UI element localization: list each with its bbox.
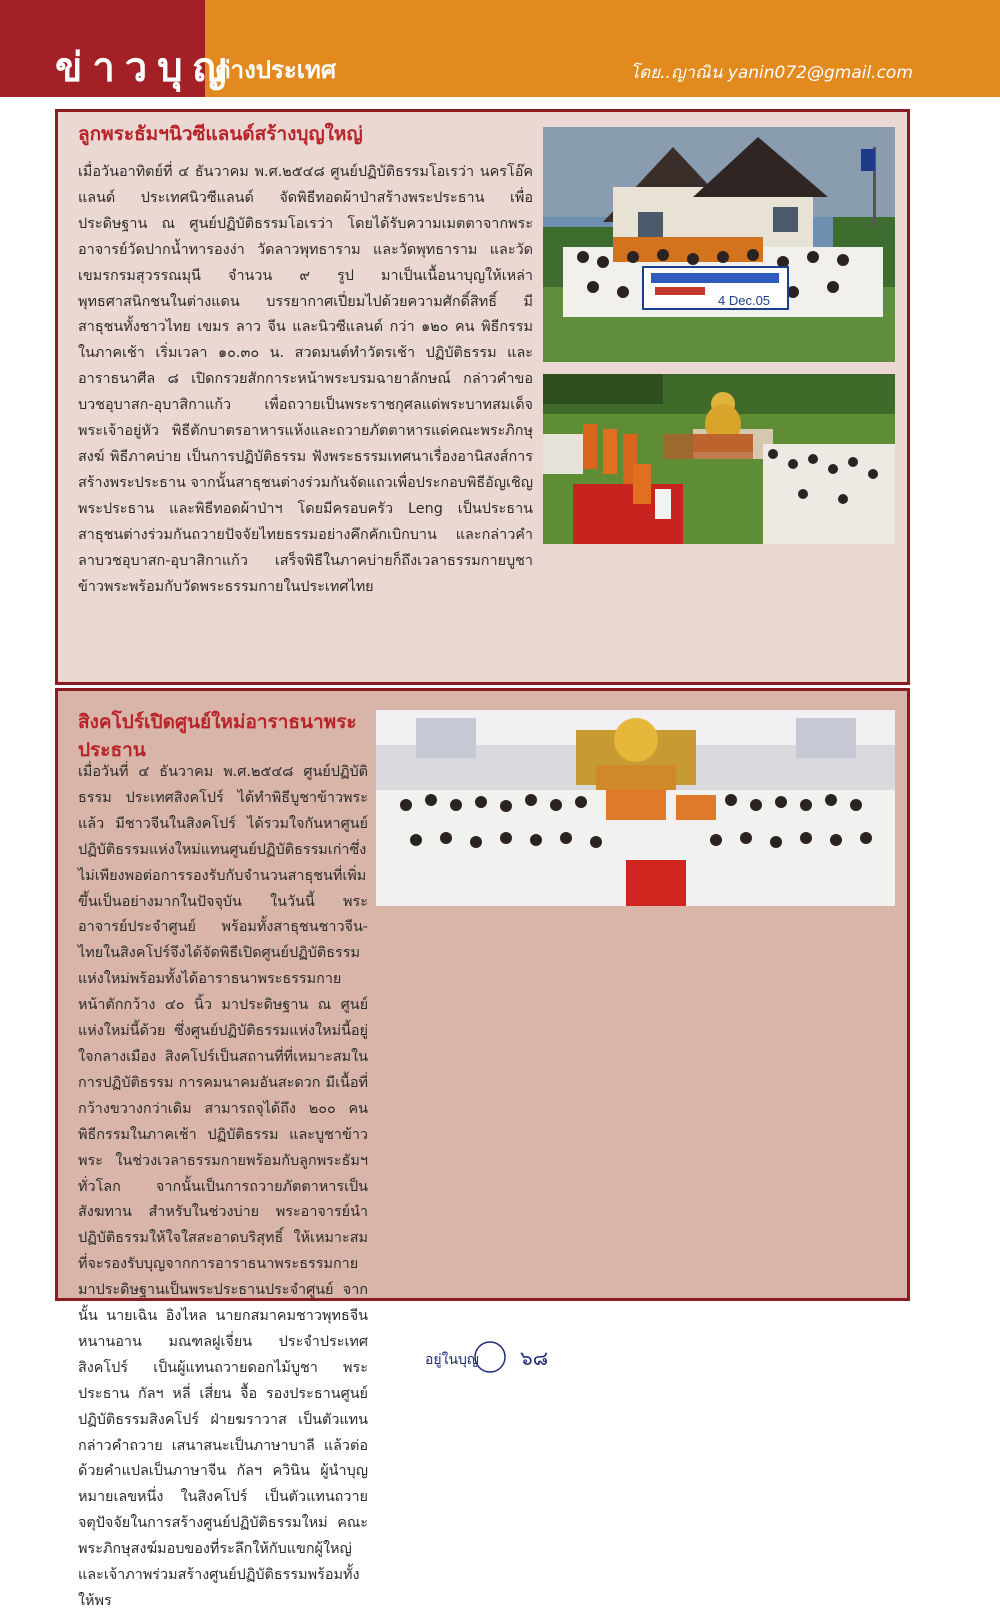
photo-singapore-group — [376, 710, 895, 906]
article1-body-cont — [78, 555, 896, 670]
article2-body-cont — [78, 915, 896, 1285]
header-label: ข่าวบุญ — [55, 44, 237, 91]
article1-body: เมื่อวันอาทิตย์ที่ ๔ ธันวาคม พ.ศ.๒๕๔๘ ศูนย์ปฏิบัติธรรมโอเรว่า นครโอ๊คแลนด์ ประเทศนิวซีแลนด์ จัดพิธีทอดผ้าป่าสร้างพระประธาน เพื่อประดิษฐาน ณ ศูนย์ปฏิบัติธรรมโอเรว่า โดยได้รับความเมตตาจากพระอาจารย์วัดปากน้ำทารองง่า วัดลาวพุทธาราม และวัดพุทธาราม และวัดเขมรกรมสุวรรณมุนี จำนวน ๙ รูป มาเป็นเนื้อนาบุญให้เหล่าพุทธศาสนิกชนในต่างแดน บรรยากาศเปี่ยมไปด้วยความศักดิ์สิทธิ์ มีสาธุชนทั้งชาวไทย เขมร ลาว จีน และนิวซีแลนด์ กว่า ๑๒๐ คน พิธีกรรมในภาคเช้า เริ่มเวลา ๑๐.๓๐ น. สวดมนต์ทำวัตรเช้า ปฏิบัติธรรม และอาราธนาศีล ๘ เปิดกรวยสักการะหน้าพระบรมฉายาลักษณ์ กล่าวคำขอบวชอุบาสก-อุบาสิกาแก้ว เพื่อถวายเป็นพระราชกุศลแด่พระบาทสมเด็จพระเจ้าอยู่หัว พิธีตักบาตรอาหารแห้งและถวายภัตตาหารแด่คณะพระภิกษุสงฆ์ พิธีภาคบ่าย เป็นการปฏิบัติธรรม ฟังพระธรรมเทศนาเรื่องอานิสงส์การสร้างพระประธาน จากนั้นสาธุชนต่างร่วมกันจัดแถวเพื่อประกอบพิธีอัญเชิญพระประธาน และพิธีทอดผ้าป่าฯ โดยมีครอบครัว Leng เป็นประธานสาธุชนต่างร่วมกันถวายปัจจัยไทยธรรมอย่างคึกคักเบิกบาน และกล่าวคำลาบวชอุบาสก-อุบาสิกาแก้ว เสร็จพิธีในภาคบ่ายก็ถึงเวลาธรรมกายบูชาข้าวพระพร้อมกับวัดพระธรรมกายในประเทศไทย — [78, 164, 533, 595]
footer-logo — [420, 1337, 520, 1377]
photo-newzealand-group — [543, 127, 895, 362]
banner-date: 4 Dec.05 — [718, 293, 771, 308]
header-author: โดย..ญาณิน yanin072@gmail.com — [630, 63, 913, 83]
article1-title: ลูกพระธัมฯนิวซีแลนด์สร้างบุญใหญ่ — [78, 123, 363, 145]
article2-title: สิงคโปร์เปิดศูนย์ใหม่อาราธนาพระประธาน — [78, 711, 357, 761]
page-number: ๖๘ — [520, 1346, 549, 1370]
photo-newzealand-ceremony — [543, 374, 895, 544]
article2-body: เมื่อวันที่ ๔ ธันวาคม พ.ศ.๒๕๔๘ ศูนย์ปฏิบัติธรรม ประเทศสิงคโปร์ ได้ทำพิธีบูชาข้าวพระแล้ว มีชาวจีนในสิงคโปร์ ได้รวมใจกันหาศูนย์ปฏิบัติธรรมแห่งใหม่แทนศูนย์ปฏิบัติธรรมเก่าซึ่งไม่เพียงพอต่อการรองรับกับจำนวนสาธุชนที่เพิ่มขึ้นเป็นอย่างมากในปัจจุบัน ในวันนี้ พระอาจารย์ประจำศูนย์ พร้อมทั้งสาธุชนชาวจีน-ไทยในสิงคโปร์จึงได้จัดพิธีเปิดศูนย์ปฏิบัติธรรมแห่งใหม่พร้อมทั้งได้อาราธนาพระธรรมกาย หน้าตักกว้าง ๔๐ นิ้ว มาประดิษฐาน ณ ศูนย์แห่งใหม่นี้ด้วย ซึ่งศูนย์ปฏิบัติธรรมแห่งใหม่นี้อยู่ใจกลางเมือง สิงคโปร์เป็นสถานที่ที่เหมาะสมในการปฏิบัติธรรม การคมนาคมอันสะดวก มีเนื้อที่กว้างขวางกว่าเดิม สามารถจุได้ถึง ๒๐๐ คน พิธีกรรมในภาคเช้า ปฏิบัติธรรม และบูชาข้าวพระ ในช่วงเวลาธรรมกายพร้อมกับลูกพระธัมฯ ทั่วโลก จากนั้นเป็นการถวายภัตตาหารเป็นสังฆทาน สำหรับในช่วงบ่าย พระอาจารย์นำปฏิบัติธรรมให้ใจใสสะอาดบริสุทธิ์ ให้เหมาะสมที่จะรองรับบุญจากการอาราธนาพระธรรมกายมาประดิษฐานเป็นพระประธานประจำศูนย์ จากนั้น นายเฉิน อิงไหล นายกสมาคมชาวพุทธจีนหนานอาน มณฑลฝูเจี่ยน ประจำประเทศสิงคโปร์ เป็นผู้แทนถวายดอกไม้บูชา พระประธาน กัลฯ หลี่ เสี่ยน จื้อ รองประธานศูนย์ปฏิบัติธรรมสิงคโปร์ ฝ่ายฆราวาส เป็นตัวแทนกล่าวคำถวาย เสนาสนะเป็นภาษาบาลี แล้วต่อด้วยคำแปลเป็นภาษาจีน กัลฯ ควินิน ผู้นำบุญหมายเลขหนึ่ง ในสิงคโปร์ เป็นตัวแทนถวายจตุปัจจัยในการสร้างศูนย์ปฏิบัติธรรมใหม่ คณะพระภิกษุสงฆ์มอบของที่ระลึกให้กับแขกผู้ใหญ่และเจ้าภาพร่วมสร้างศูนย์ปฏิบัติธรรมพร้อมทั้งให้พร — [78, 764, 368, 1609]
header-section: ต่างประเทศ — [215, 56, 337, 84]
footer-logo-text: อยู่ในบุญ — [425, 1352, 479, 1368]
